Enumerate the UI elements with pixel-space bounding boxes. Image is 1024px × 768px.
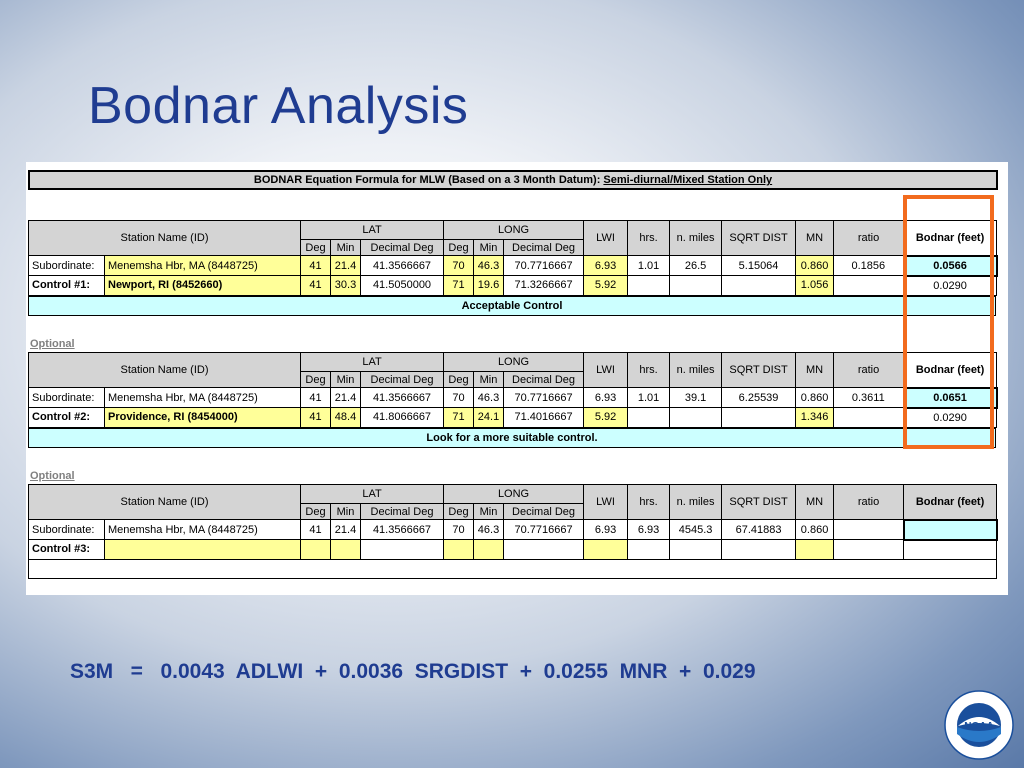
bodnar-block-3: [28, 484, 996, 579]
mn-cell[interactable]: 0.860: [796, 256, 834, 276]
lat-dec-cell[interactable]: 41.3566667: [361, 388, 444, 408]
bodnar-table-2: [28, 352, 998, 428]
subordinate-row: [29, 388, 997, 408]
noaa-logo: [944, 690, 1014, 760]
header-lat-min: Min: [331, 504, 361, 520]
bodnar-table-3: [28, 484, 998, 579]
header-ratio: ratio: [834, 221, 904, 256]
ratio-cell[interactable]: [834, 520, 904, 540]
header-sqrt: SQRT DIST: [722, 221, 796, 256]
nmiles-cell[interactable]: 26.5: [670, 256, 722, 276]
lat-min-cell[interactable]: 21.4: [331, 520, 361, 540]
sqrt-cell[interactable]: 6.25539: [722, 388, 796, 408]
nmiles-cell[interactable]: [670, 540, 722, 560]
lon-min-cell[interactable]: [474, 540, 504, 560]
ratio-cell[interactable]: [834, 540, 904, 560]
header-nmiles: n. miles: [670, 485, 722, 520]
hrs-cell[interactable]: [628, 408, 670, 428]
lon-min-cell[interactable]: 19.6: [474, 276, 504, 296]
mn-cell[interactable]: 1.346: [796, 408, 834, 428]
lon-min-cell[interactable]: 46.3: [474, 520, 504, 540]
bodnar-cell[interactable]: 0.0651: [904, 388, 997, 408]
sqrt-cell[interactable]: 5.15064: [722, 256, 796, 276]
lwi-cell[interactable]: [584, 540, 628, 560]
header-nmiles: n. miles: [670, 221, 722, 256]
mn-cell[interactable]: 0.860: [796, 520, 834, 540]
optional-label-1: Optional: [30, 338, 75, 350]
regression-formula: S3M = 0.0043 ADLWI + 0.0036 SRGDIST + 0.0255 MNR + 0.029: [70, 660, 756, 683]
lwi-cell[interactable]: 6.93: [584, 388, 628, 408]
lwi-cell[interactable]: 6.93: [584, 256, 628, 276]
lat-dec-cell[interactable]: 41.8066667: [361, 408, 444, 428]
bodnar-column-highlight: [903, 195, 994, 449]
header-lat: LAT: [301, 221, 444, 240]
nmiles-cell[interactable]: [670, 408, 722, 428]
ratio-cell[interactable]: [834, 408, 904, 428]
nmiles-cell[interactable]: 39.1: [670, 388, 722, 408]
lon-min-cell[interactable]: 46.3: [474, 256, 504, 276]
header-bodnar: Bodnar (feet): [904, 485, 997, 520]
header-long: LONG: [444, 353, 584, 372]
status-row-2: Look for a more suitable control.: [28, 428, 996, 448]
header-hrs: hrs.: [628, 353, 670, 388]
header-lon-decdeg: Decimal Deg: [504, 504, 584, 520]
row-label: Control #2:: [29, 408, 105, 428]
nmiles-cell[interactable]: [670, 276, 722, 296]
row-label: Subordinate:: [29, 388, 105, 408]
hrs-cell[interactable]: [628, 276, 670, 296]
ratio-cell[interactable]: 0.3611: [834, 388, 904, 408]
slide-title: Bodnar Analysis: [88, 77, 469, 135]
sqrt-cell[interactable]: [722, 540, 796, 560]
sqrt-cell[interactable]: 67.41883: [722, 520, 796, 540]
station-name-cell[interactable]: [105, 540, 301, 560]
header-mn: MN: [796, 353, 834, 388]
lon-deg-cell[interactable]: 70: [444, 520, 474, 540]
lon-deg-cell[interactable]: 71: [444, 408, 474, 428]
lon-dec-cell[interactable]: [504, 540, 584, 560]
bodnar-block-1: [28, 220, 996, 296]
ratio-cell[interactable]: 0.1856: [834, 256, 904, 276]
bodnar-table-1: [28, 220, 998, 296]
lon-deg-cell[interactable]: 70: [444, 256, 474, 276]
control-row: [29, 276, 997, 296]
header-lon-decdeg: Decimal Deg: [504, 240, 584, 256]
station-name-cell[interactable]: Menemsha Hbr, MA (8448725): [105, 520, 301, 540]
subordinate-row: [29, 256, 997, 276]
header-lon-min: Min: [474, 372, 504, 388]
station-name-cell[interactable]: Menemsha Hbr, MA (8448725): [105, 388, 301, 408]
optional-label-2: Optional: [30, 470, 75, 482]
header-lat-min: Min: [331, 240, 361, 256]
lon-dec-cell[interactable]: 71.3266667: [504, 276, 584, 296]
station-name-cell[interactable]: Newport, RI (8452660): [105, 276, 301, 296]
lat-min-cell[interactable]: [331, 540, 361, 560]
sheet-banner: [28, 170, 998, 190]
lat-min-cell[interactable]: 21.4: [331, 388, 361, 408]
header-lat-decdeg: Decimal Deg: [361, 372, 444, 388]
bodnar-block-2: [28, 352, 996, 428]
hrs-cell[interactable]: 1.01: [628, 388, 670, 408]
lat-dec-cell[interactable]: 41.3566667: [361, 520, 444, 540]
header-lon-deg: Deg: [444, 504, 474, 520]
lon-deg-cell[interactable]: 70: [444, 388, 474, 408]
header-lon-min: Min: [474, 504, 504, 520]
header-lwi: LWI: [584, 485, 628, 520]
header-ratio: ratio: [834, 353, 904, 388]
lat-deg-cell[interactable]: [301, 540, 331, 560]
lat-dec-cell[interactable]: [361, 540, 444, 560]
lat-dec-cell[interactable]: 41.5050000: [361, 276, 444, 296]
lat-deg-cell[interactable]: 41: [301, 408, 331, 428]
header-lon-min: Min: [474, 240, 504, 256]
header-station: Station Name (ID): [29, 353, 301, 388]
header-sqrt: SQRT DIST: [722, 485, 796, 520]
bodnar-cell[interactable]: 0.0290: [904, 408, 997, 428]
sqrt-cell[interactable]: [722, 408, 796, 428]
header-lat-deg: Deg: [301, 372, 331, 388]
header-sqrt: SQRT DIST: [722, 353, 796, 388]
header-lat-decdeg: Decimal Deg: [361, 504, 444, 520]
header-lat-deg: Deg: [301, 504, 331, 520]
header-lat-min: Min: [331, 372, 361, 388]
header-long: LONG: [444, 485, 584, 504]
lwi-cell[interactable]: 6.93: [584, 520, 628, 540]
banner-text: BODNAR Equation Formula for MLW (Based on a 3 Month Datum):: [253, 174, 604, 186]
control-row: [29, 540, 997, 560]
hrs-cell[interactable]: [628, 540, 670, 560]
lat-deg-cell[interactable]: 41: [301, 520, 331, 540]
row-label: Subordinate:: [29, 256, 105, 276]
lon-min-cell[interactable]: 46.3: [474, 388, 504, 408]
lat-deg-cell[interactable]: 41: [301, 276, 331, 296]
lwi-cell[interactable]: 5.92: [584, 276, 628, 296]
lat-deg-cell[interactable]: 41: [301, 388, 331, 408]
header-lat-decdeg: Decimal Deg: [361, 240, 444, 256]
header-mn: MN: [796, 221, 834, 256]
control-row: [29, 408, 997, 428]
header-bodnar: Bodnar (feet): [904, 221, 997, 256]
header-mn: MN: [796, 485, 834, 520]
header-lwi: LWI: [584, 353, 628, 388]
row-label: Control #3:: [29, 540, 105, 560]
lon-dec-cell[interactable]: 70.7716667: [504, 256, 584, 276]
empty-row: [29, 559, 997, 578]
header-lon-deg: Deg: [444, 240, 474, 256]
empty-status-cell: [29, 559, 997, 578]
lon-deg-cell[interactable]: 71: [444, 276, 474, 296]
spreadsheet: [26, 162, 1008, 595]
lon-min-cell[interactable]: 24.1: [474, 408, 504, 428]
row-label: Control #1:: [29, 276, 105, 296]
lat-min-cell[interactable]: 30.3: [331, 276, 361, 296]
header-lat: LAT: [301, 353, 444, 372]
mn-cell[interactable]: 0.860: [796, 388, 834, 408]
header-lon-decdeg: Decimal Deg: [504, 372, 584, 388]
bodnar-cell[interactable]: 0.0566: [904, 256, 997, 276]
header-station: Station Name (ID): [29, 221, 301, 256]
lwi-cell[interactable]: 5.92: [584, 408, 628, 428]
header-long: LONG: [444, 221, 584, 240]
subordinate-row: [29, 520, 997, 540]
header-lat-deg: Deg: [301, 240, 331, 256]
lon-deg-cell[interactable]: [444, 540, 474, 560]
hrs-cell[interactable]: 1.01: [628, 256, 670, 276]
lon-dec-cell[interactable]: 70.7716667: [504, 520, 584, 540]
row-label: Subordinate:: [29, 520, 105, 540]
header-lwi: LWI: [584, 221, 628, 256]
hrs-cell[interactable]: 6.93: [628, 520, 670, 540]
banner-underlined-text: Semi-diurnal/Mixed Station Only: [603, 174, 773, 186]
mn-cell[interactable]: [796, 540, 834, 560]
header-hrs: hrs.: [628, 221, 670, 256]
header-ratio: ratio: [834, 485, 904, 520]
header-station: Station Name (ID): [29, 485, 301, 520]
sqrt-cell[interactable]: [722, 276, 796, 296]
bodnar-cell[interactable]: 0.0290: [904, 276, 997, 296]
ratio-cell[interactable]: [834, 276, 904, 296]
logo-text: NOAA: [964, 721, 994, 732]
lat-dec-cell[interactable]: 41.3566667: [361, 256, 444, 276]
header-lat: LAT: [301, 485, 444, 504]
mn-cell[interactable]: 1.056: [796, 276, 834, 296]
header-lon-deg: Deg: [444, 372, 474, 388]
bodnar-cell[interactable]: [904, 520, 997, 540]
station-name-cell[interactable]: Providence, RI (8454000): [105, 408, 301, 428]
header-bodnar: Bodnar (feet): [904, 353, 997, 388]
nmiles-cell[interactable]: 4545.3: [670, 520, 722, 540]
header-hrs: hrs.: [628, 485, 670, 520]
status-row-1: Acceptable Control: [28, 296, 996, 316]
lon-dec-cell[interactable]: 70.7716667: [504, 388, 584, 408]
bodnar-cell[interactable]: [904, 540, 997, 560]
lat-min-cell[interactable]: 48.4: [331, 408, 361, 428]
station-name-cell[interactable]: Menemsha Hbr, MA (8448725): [105, 256, 301, 276]
header-nmiles: n. miles: [670, 353, 722, 388]
lat-deg-cell[interactable]: 41: [301, 256, 331, 276]
lat-min-cell[interactable]: 21.4: [331, 256, 361, 276]
lon-dec-cell[interactable]: 71.4016667: [504, 408, 584, 428]
